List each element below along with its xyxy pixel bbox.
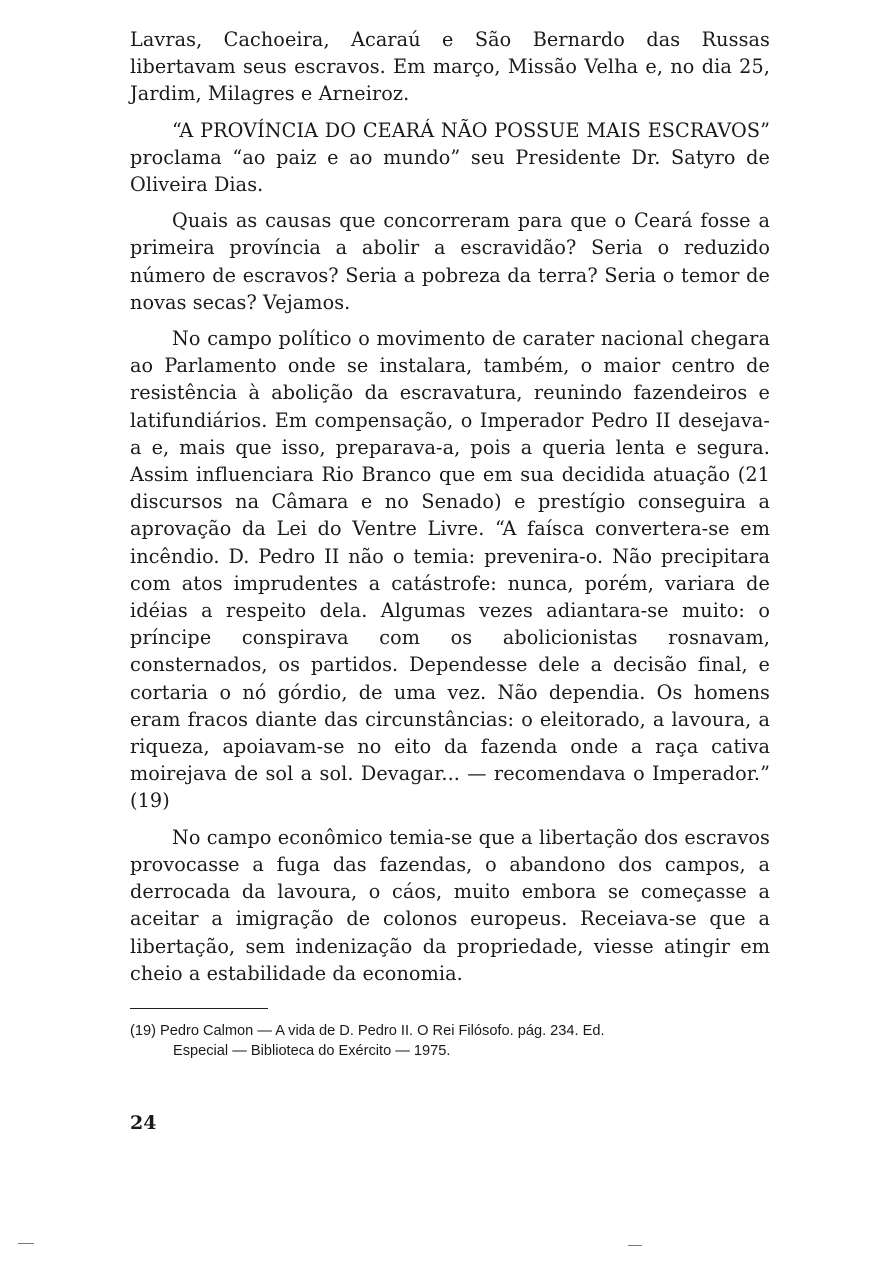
footnote-line-2: Especial — Biblioteca do Exército — 1975. bbox=[173, 1042, 451, 1059]
paragraph-2: “A PROVÍNCIA DO CEARÁ NÃO POSSUE MAIS ESCRAVOS” proclama “ao paiz e ao mundo” seu Presidente Dr. Satyro de Oliveira Dias. bbox=[130, 118, 770, 197]
scan-artifact-right bbox=[628, 1245, 642, 1246]
paragraph-5: No campo econômico temia-se que a libertação dos escravos provocasse a fuga das fazendas, o abandono dos campos, a derrocada da lavoura, o cáos, muito embora se começasse a aceitar a imigração de colonos europeus. Receiava-se que a libertação, sem indenização da propriedade, viesse atingir em cheio a estabilidade da economia. bbox=[130, 825, 770, 985]
page-number: 24 bbox=[130, 1112, 157, 1134]
paragraph-4: No campo político o movimento de carater nacional chegara ao Parlamento onde se instalara, também, o maior centro de resistência à abolição da escravatura, reunindo fazendeiros e latifundiários. Em compensação, o Imperador Pedro II desejava-a e, mais que isso, preparava-a, pois a queria lenta e segura. Assim influenciara Rio Branco que em sua decidida atuação (21 discursos na Câmara e no Senado) e prestígio conseguira a aprovação da Lei do Ventre Livre. “A faísca convertera-se em incêndio. D. Pedro II não o temia: prevenira-o. Não precipitara com atos imprudentes a catástrofe: nunca, porém, variara de idéias a respeito dela. Algumas vezes adiantara-se muito: o príncipe conspirava com os abolicionistas rosnavam, consternados, os partidos. Dependesse dele a decisão final, e cortaria o nó górdio, de uma vez. Não dependia. Os homens eram fracos diante das circunstâncias: o eleitorado, a lavoura, a riqueza, apoiavam-se no eito da fazenda onde a raça cativa moirejava de sol a sol. Devagar... — recomendava o Imperador.” (19) bbox=[130, 327, 770, 813]
page-body bbox=[130, 26, 770, 1061]
scan-artifact-left bbox=[18, 1243, 34, 1244]
footnote-line-1: (19) Pedro Calmon — A vida de D. Pedro II. O Rei Filósofo. pág. 234. Ed. bbox=[130, 1022, 605, 1039]
footnote bbox=[130, 1021, 770, 1061]
footnote-divider bbox=[130, 1008, 268, 1009]
paragraph-3: Quais as causas que concorreram para que o Ceará fosse a primeira província a abolir a escravidão? Seria o reduzido número de escravos? Seria a pobreza da terra? Seria o temor de novas secas? Vejamos. bbox=[130, 209, 770, 314]
paragraph-1: Lavras, Cachoeira, Acaraú e São Bernardo das Russas libertavam seus escravos. Em março, Missão Velha e, no dia 25, Jardim, Milagres e Arneiroz. bbox=[130, 28, 770, 106]
